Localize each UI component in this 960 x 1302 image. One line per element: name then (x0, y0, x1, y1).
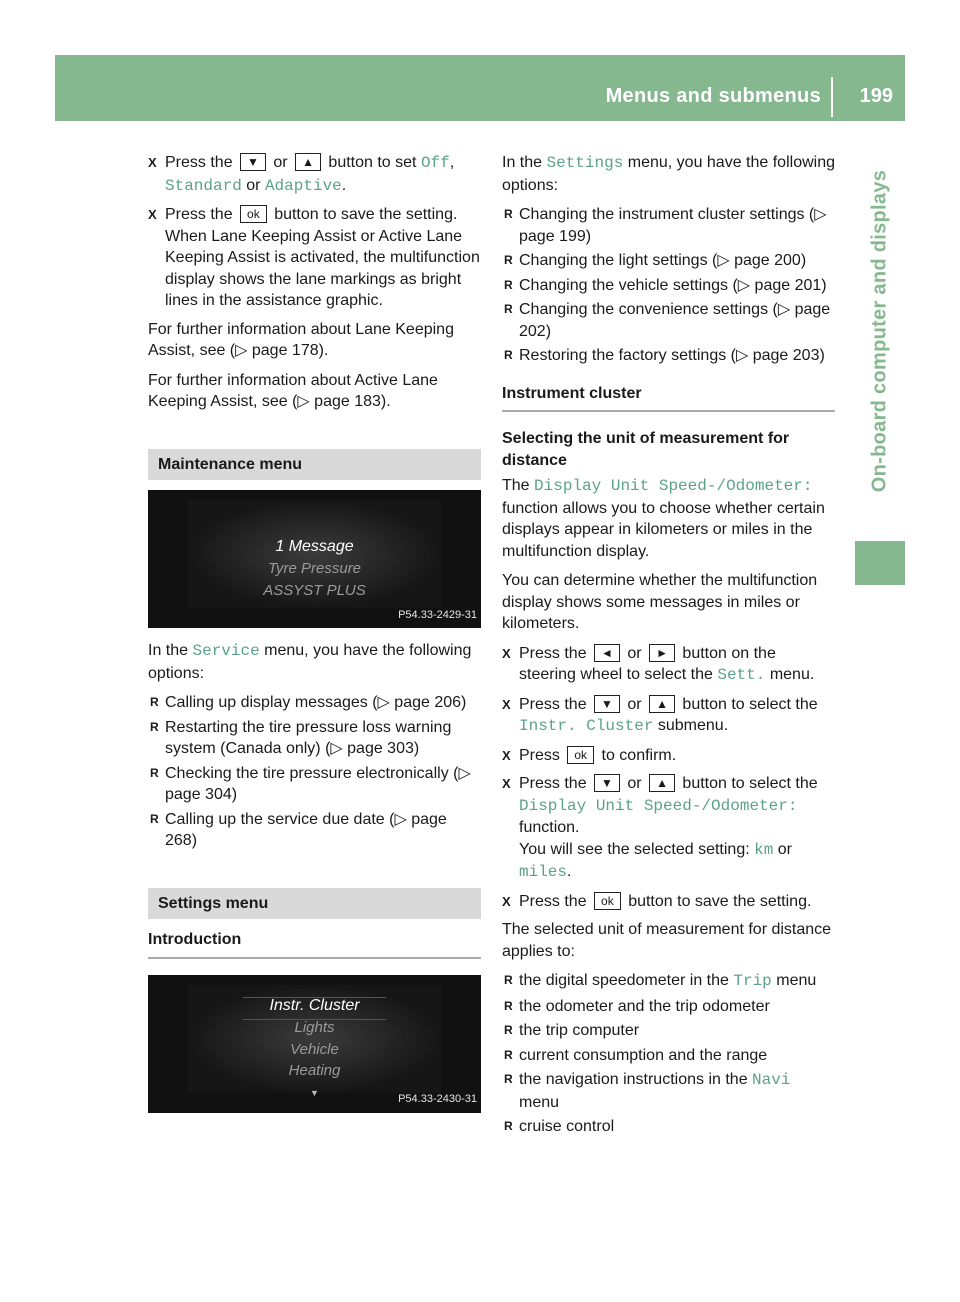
applies-paragraph: The selected unit of measurement for distance applies to: (502, 921, 832, 960)
list-item: R Checking the tire pressure electronically (▷ page 304) (148, 763, 481, 806)
menu-name: Trip (733, 972, 772, 990)
chevron-down-icon: ▼ (310, 1087, 319, 1098)
unit-selection-heading: Selecting the unit of measurement for distance (502, 430, 790, 469)
up-key-icon: ▲ (295, 153, 321, 171)
display-line: ASSYST PLUS (263, 582, 366, 599)
unit-description: The Display Unit Speed-/Odometer: function allows you to choose whether certain displays appear in kilometers or miles in the multifunction display. (502, 477, 825, 560)
list-item: R Restoring the factory settings (▷ page 203) (502, 345, 835, 367)
up-key-icon: ▲ (649, 695, 675, 713)
list-item: R Changing the vehicle settings (▷ page 201) (502, 275, 835, 297)
service-menu-intro: In the Service menu, you have the following options: (148, 642, 472, 682)
step-confirm: X Press ok to confirm. (502, 745, 835, 767)
maintenance-display-screenshot (148, 490, 481, 628)
up-key-icon: ▲ (649, 774, 675, 792)
paragraph-active-lane-keeping: For further information about Active Lane Keeping Assist, see (▷ page 183). (148, 371, 438, 410)
right-column (502, 152, 835, 1141)
down-key-icon: ▼ (594, 695, 620, 713)
list-item: R the navigation instructions in the Navi menu (502, 1069, 835, 1113)
step-select-settings-menu: X Press the ◄ or ► button on the steering wheel to select the Sett. menu. (502, 643, 835, 687)
setting-km: km (754, 840, 774, 859)
left-column (148, 152, 481, 1125)
list-item: R Changing the convenience settings (▷ page 202) (502, 299, 835, 342)
figure-code: P54.33-2429-31 (398, 608, 477, 621)
setting-off: Off (420, 154, 450, 172)
chapter-title: On-board computer and displays (868, 169, 891, 493)
list-item: R Restarting the tire pressure loss warning system (Canada only) (▷ page 303) (148, 717, 481, 760)
step-select-submenu: X Press the ▼ or ▲ button to select the Instr. Cluster submenu. (502, 694, 835, 738)
chapter-sidebar (855, 121, 905, 541)
settings-menu-banner: Settings menu (148, 888, 481, 920)
display-line: Instr. Cluster (269, 996, 360, 1014)
down-key-icon: ▼ (240, 153, 266, 171)
introduction-heading: Introduction (148, 929, 481, 959)
page-number: 199 (859, 85, 893, 107)
down-key-icon: ▼ (594, 774, 620, 792)
step-save-setting: X Press the ok button to save the setting. When Lane Keeping Assist or Active Lane Keeping Assist is activated, the multifunction display shows the lane markings as bright lines in the assistance graphic. (148, 204, 481, 312)
settings-display-screenshot (148, 975, 481, 1113)
display-line: Heating (288, 1061, 341, 1079)
function-name: Display Unit Speed-/Odometer: (519, 796, 798, 815)
service-menu-name: Service (192, 642, 260, 660)
setting-adaptive: Adaptive (264, 176, 342, 195)
chapter-marker (855, 541, 905, 585)
header-title: Menus and submenus (605, 85, 821, 107)
menu-name: Sett. (717, 666, 766, 684)
ok-key-icon: ok (240, 205, 267, 223)
settings-menu-intro: In the Settings menu, you have the following options: (502, 154, 835, 194)
figure-code: P54.33-2430-31 (398, 1093, 477, 1105)
list-item: R current consumption and the range (502, 1045, 835, 1067)
header-divider (831, 77, 833, 117)
maintenance-menu-banner: Maintenance menu (148, 449, 481, 481)
menu-name: Navi (752, 1071, 791, 1089)
list-item: R Calling up display messages (▷ page 206) (148, 692, 481, 714)
setting-miles: miles (519, 863, 568, 881)
right-key-icon: ► (649, 644, 675, 662)
display-line: 1 Message (275, 538, 354, 555)
page-header (55, 55, 905, 121)
paragraph-lane-keeping: For further information about Lane Keeping Assist, see (▷ page 178). (148, 320, 454, 359)
step-select-function: X Press the ▼ or ▲ button to select the Display Unit Speed-/Odometer: function. You will see the selected setting: km or miles. (502, 773, 835, 884)
list-item: R the odometer and the trip odometer (502, 996, 835, 1018)
display-line: Tyre Pressure (267, 560, 362, 577)
instrument-cluster-heading: Instrument cluster (502, 383, 835, 413)
ok-key-icon: ok (567, 746, 594, 764)
unit-description-2: You can determine whether the multifunction display shows some messages in miles or kilometers. (502, 572, 818, 632)
submenu-name: Instr. Cluster (519, 717, 654, 735)
step-set-mode: X Press the ▼ or ▲ button to set Off, Standard or Adaptive. (148, 152, 481, 197)
settings-menu-name: Settings (546, 154, 624, 172)
function-name: Display Unit Speed-/Odometer: (534, 477, 813, 495)
step-save-setting: X Press the ok button to save the setting. (502, 891, 835, 913)
display-line: Lights (294, 1018, 335, 1036)
list-item: R the trip computer (502, 1020, 835, 1042)
list-item: R Changing the instrument cluster settings (▷ page 199) (502, 204, 835, 247)
list-item: R Calling up the service due date (▷ page 268) (148, 809, 481, 852)
ok-key-icon: ok (594, 892, 621, 910)
display-line: Vehicle (290, 1040, 339, 1058)
list-item: R the digital speedometer in the Trip menu (502, 970, 835, 993)
list-item: R cruise control (502, 1116, 835, 1138)
left-key-icon: ◄ (594, 644, 620, 662)
setting-standard: Standard (165, 176, 242, 195)
list-item: R Changing the light settings (▷ page 200) (502, 250, 835, 272)
